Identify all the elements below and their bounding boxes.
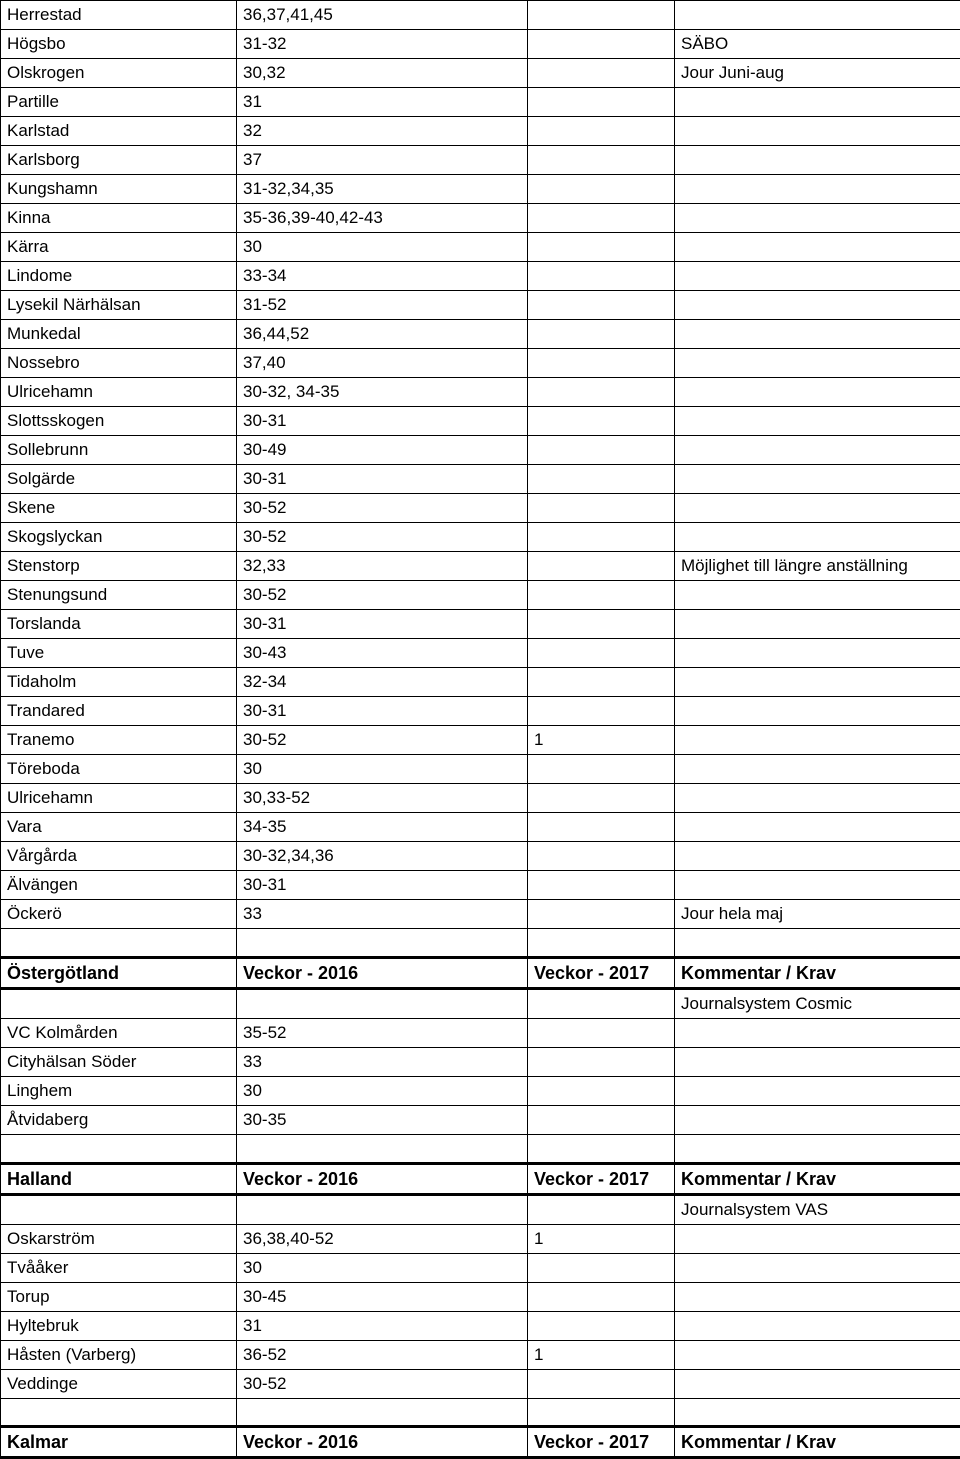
table-row — [1, 262, 960, 291]
location-cell: Skogslyckan — [1, 523, 237, 552]
weeks-2017-cell — [528, 233, 675, 262]
blank-row — [1, 929, 960, 958]
weeks-2017-cell — [528, 378, 675, 407]
weeks-2017-cell — [528, 88, 675, 117]
location-cell: Stenungsund — [1, 581, 237, 610]
comment-cell — [675, 146, 960, 175]
weeks-2016-cell — [237, 1398, 528, 1427]
weeks-2017-cell — [528, 1311, 675, 1340]
weeks-2016-cell: 30-31 — [237, 465, 528, 494]
table-row — [1, 755, 960, 784]
table-row — [1, 523, 960, 552]
location-cell — [1, 1398, 237, 1427]
table-row — [1, 581, 960, 610]
location-cell: Tidaholm — [1, 668, 237, 697]
location-cell: Trandared — [1, 697, 237, 726]
weeks-2017-cell: Veckor - 2017 — [528, 1427, 675, 1458]
weeks-2016-cell: 34-35 — [237, 813, 528, 842]
weeks-2017-cell — [528, 146, 675, 175]
table-row — [1, 726, 960, 755]
table-row — [1, 146, 960, 175]
weeks-2016-cell: 30-52 — [237, 581, 528, 610]
comment-cell — [675, 1018, 960, 1047]
location-cell: Kungshamn — [1, 175, 237, 204]
comment-cell: Jour hela maj — [675, 900, 960, 929]
weeks-2016-cell: 31-32,34,35 — [237, 175, 528, 204]
table-row — [1, 291, 960, 320]
comment-cell — [675, 842, 960, 871]
weeks-2016-cell — [237, 929, 528, 958]
location-cell: Halland — [1, 1163, 237, 1194]
comment-cell — [675, 1047, 960, 1076]
weeks-2016-cell: 32,33 — [237, 552, 528, 581]
table-row — [1, 1076, 960, 1105]
location-cell: Öckerö — [1, 900, 237, 929]
weeks-2017-cell — [528, 871, 675, 900]
weeks-2016-cell: 31-52 — [237, 291, 528, 320]
weeks-2016-cell — [237, 1194, 528, 1224]
table-row — [1, 784, 960, 813]
comment-cell — [675, 726, 960, 755]
weeks-2017-cell: Veckor - 2017 — [528, 1163, 675, 1194]
weeks-2016-cell: 33 — [237, 1047, 528, 1076]
comment-cell — [675, 175, 960, 204]
weeks-2017-cell — [528, 494, 675, 523]
weeks-2017-cell — [528, 291, 675, 320]
location-cell — [1, 1194, 237, 1224]
location-cell — [1, 988, 237, 1018]
weeks-2017-cell — [528, 988, 675, 1018]
comment-cell — [675, 320, 960, 349]
weeks-2017-cell — [528, 813, 675, 842]
comment-cell — [675, 262, 960, 291]
weeks-2016-cell: 30-49 — [237, 436, 528, 465]
weeks-2016-cell: Veckor - 2016 — [237, 1163, 528, 1194]
weeks-2017-cell — [528, 117, 675, 146]
comment-cell — [675, 465, 960, 494]
location-cell: Karlstad — [1, 117, 237, 146]
table-row — [1, 175, 960, 204]
weeks-2017-cell — [528, 204, 675, 233]
comment-cell — [675, 378, 960, 407]
table-row — [1, 436, 960, 465]
location-cell: Lysekil Närhälsan — [1, 291, 237, 320]
location-cell: Karlsborg — [1, 146, 237, 175]
comment-cell — [675, 784, 960, 813]
table-row — [1, 465, 960, 494]
table-row — [1, 1340, 960, 1369]
location-cell: Vara — [1, 813, 237, 842]
location-cell: Håsten (Varberg) — [1, 1340, 237, 1369]
location-cell: Kalmar — [1, 1427, 237, 1458]
blank-row — [1, 1134, 960, 1163]
weeks-2016-cell: 37 — [237, 146, 528, 175]
weeks-2017-cell — [528, 1105, 675, 1134]
table-row — [1, 900, 960, 929]
weeks-2016-cell: 30-52 — [237, 1369, 528, 1398]
comment-cell — [675, 1398, 960, 1427]
location-cell: Munkedal — [1, 320, 237, 349]
table-row — [1, 1253, 960, 1282]
table-row — [1, 871, 960, 900]
comment-cell: Möjlighet till längre anställning — [675, 552, 960, 581]
comment-cell — [675, 697, 960, 726]
weeks-2017-cell — [528, 900, 675, 929]
location-cell: Tuve — [1, 639, 237, 668]
table-row — [1, 349, 960, 378]
section-header-kalmar — [1, 1427, 960, 1458]
table-row — [1, 117, 960, 146]
table-row — [1, 204, 960, 233]
table-row — [1, 668, 960, 697]
location-cell: Oskarström — [1, 1224, 237, 1253]
weeks-2016-cell: 30-31 — [237, 610, 528, 639]
comment-cell — [675, 88, 960, 117]
table-row — [1, 1, 960, 30]
comment-cell — [675, 204, 960, 233]
comment-cell — [675, 291, 960, 320]
weeks-2016-cell: 33 — [237, 900, 528, 929]
table-row — [1, 1018, 960, 1047]
comment-cell — [675, 755, 960, 784]
location-cell: Kärra — [1, 233, 237, 262]
weeks-2017-cell — [528, 262, 675, 291]
weeks-2017-cell — [528, 842, 675, 871]
table-row — [1, 407, 960, 436]
weeks-2017-cell: Veckor - 2017 — [528, 957, 675, 988]
comment-cell — [675, 639, 960, 668]
table-row — [1, 1369, 960, 1398]
location-cell: Veddinge — [1, 1369, 237, 1398]
location-cell: Solgärde — [1, 465, 237, 494]
comment-cell — [675, 581, 960, 610]
weeks-2017-cell — [528, 929, 675, 958]
comment-cell: Journalsystem Cosmic — [675, 988, 960, 1018]
comment-cell: SÄBO — [675, 30, 960, 59]
table-row — [1, 610, 960, 639]
comment-cell — [675, 1340, 960, 1369]
location-cell: Vårgårda — [1, 842, 237, 871]
comment-cell — [675, 871, 960, 900]
location-cell: Olskrogen — [1, 59, 237, 88]
comment-cell — [675, 523, 960, 552]
comment-cell — [675, 1134, 960, 1163]
weeks-2016-cell: 30-31 — [237, 871, 528, 900]
weeks-2016-cell: Veckor - 2016 — [237, 957, 528, 988]
weeks-2016-cell: 30-31 — [237, 407, 528, 436]
location-cell: Töreboda — [1, 755, 237, 784]
location-cell — [1, 1134, 237, 1163]
weeks-2017-cell — [528, 755, 675, 784]
comment-cell — [675, 117, 960, 146]
weeks-2017-cell — [528, 465, 675, 494]
location-cell: Slottsskogen — [1, 407, 237, 436]
location-cell: Sollebrunn — [1, 436, 237, 465]
comment-cell — [675, 1253, 960, 1282]
comment-cell: Kommentar / Krav — [675, 1427, 960, 1458]
note-row — [1, 1194, 960, 1224]
weeks-2016-cell: 30 — [237, 233, 528, 262]
weeks-2016-cell: 31 — [237, 88, 528, 117]
location-cell: Linghem — [1, 1076, 237, 1105]
weeks-2017-cell — [528, 1282, 675, 1311]
comment-cell — [675, 668, 960, 697]
weeks-2017-cell: 1 — [528, 726, 675, 755]
table-row — [1, 494, 960, 523]
weeks-2017-cell — [528, 1076, 675, 1105]
weeks-2016-cell: 37,40 — [237, 349, 528, 378]
weeks-2017-cell — [528, 610, 675, 639]
table-row — [1, 233, 960, 262]
weeks-2017-cell — [528, 1369, 675, 1398]
table-row — [1, 552, 960, 581]
location-cell: Älvängen — [1, 871, 237, 900]
weeks-2016-cell — [237, 988, 528, 1018]
location-cell: Tvååker — [1, 1253, 237, 1282]
location-cell: VC Kolmården — [1, 1018, 237, 1047]
table-row — [1, 697, 960, 726]
weeks-2017-cell — [528, 349, 675, 378]
weeks-2016-cell: 30 — [237, 755, 528, 784]
location-cell: Åtvidaberg — [1, 1105, 237, 1134]
comment-cell: Journalsystem VAS — [675, 1194, 960, 1224]
table-row — [1, 1311, 960, 1340]
comment-cell — [675, 1311, 960, 1340]
table-row — [1, 88, 960, 117]
weeks-2016-cell: 33-34 — [237, 262, 528, 291]
section-header-halland — [1, 1163, 960, 1194]
weeks-2016-cell — [237, 1134, 528, 1163]
weeks-2017-cell — [528, 59, 675, 88]
comment-cell — [675, 1076, 960, 1105]
table-row — [1, 813, 960, 842]
comment-cell — [675, 233, 960, 262]
weeks-2017-cell — [528, 1018, 675, 1047]
weeks-2016-cell: 35-36,39-40,42-43 — [237, 204, 528, 233]
location-cell: Hyltebruk — [1, 1311, 237, 1340]
comment-cell: Kommentar / Krav — [675, 957, 960, 988]
comment-cell — [675, 1282, 960, 1311]
weeks-2016-cell: 32-34 — [237, 668, 528, 697]
weeks-2017-cell — [528, 436, 675, 465]
table-row — [1, 59, 960, 88]
weeks-2017-cell — [528, 30, 675, 59]
comment-cell — [675, 494, 960, 523]
weeks-2017-cell — [528, 1134, 675, 1163]
weeks-2017-cell — [528, 320, 675, 349]
weeks-2016-cell: 30-32,34,36 — [237, 842, 528, 871]
weeks-2017-cell — [528, 784, 675, 813]
comment-cell — [675, 436, 960, 465]
comment-cell: Kommentar / Krav — [675, 1163, 960, 1194]
location-cell: Ulricehamn — [1, 378, 237, 407]
comment-cell — [675, 813, 960, 842]
table-row — [1, 1224, 960, 1253]
weeks-2016-cell: 31 — [237, 1311, 528, 1340]
note-row — [1, 988, 960, 1018]
weeks-2017-cell — [528, 668, 675, 697]
weeks-2017-cell — [528, 1, 675, 30]
weeks-2017-cell — [528, 1194, 675, 1224]
weeks-2016-cell: 30-43 — [237, 639, 528, 668]
weeks-2016-cell: 30 — [237, 1076, 528, 1105]
location-cell: Torslanda — [1, 610, 237, 639]
location-cell: Herrestad — [1, 1, 237, 30]
weeks-2017-cell — [528, 407, 675, 436]
section-header-ostergotland — [1, 957, 960, 988]
comment-cell: Jour Juni-aug — [675, 59, 960, 88]
weeks-2016-cell: 30-32, 34-35 — [237, 378, 528, 407]
weeks-2017-cell — [528, 175, 675, 204]
weeks-2016-cell: 36,44,52 — [237, 320, 528, 349]
weeks-2016-cell: 30-52 — [237, 494, 528, 523]
weeks-2016-cell: 36,38,40-52 — [237, 1224, 528, 1253]
location-cell: Nossebro — [1, 349, 237, 378]
weeks-2016-cell: 30-52 — [237, 523, 528, 552]
weeks-2016-cell: 35-52 — [237, 1018, 528, 1047]
table-row — [1, 378, 960, 407]
comment-cell — [675, 929, 960, 958]
comment-cell — [675, 1224, 960, 1253]
weeks-2017-cell — [528, 1047, 675, 1076]
table-row — [1, 842, 960, 871]
location-cell: Lindome — [1, 262, 237, 291]
weeks-2016-cell: 30-35 — [237, 1105, 528, 1134]
weeks-2016-cell: Veckor - 2016 — [237, 1427, 528, 1458]
weeks-2016-cell: 32 — [237, 117, 528, 146]
location-cell: Högsbo — [1, 30, 237, 59]
table-row — [1, 1282, 960, 1311]
weeks-2016-cell: 30,33-52 — [237, 784, 528, 813]
table-row — [1, 639, 960, 668]
weeks-2016-cell: 36,37,41,45 — [237, 1, 528, 30]
location-cell: Skene — [1, 494, 237, 523]
weeks-2017-cell — [528, 581, 675, 610]
weeks-2017-cell: 1 — [528, 1340, 675, 1369]
weeks-2016-cell: 30 — [237, 1253, 528, 1282]
location-cell: Kinna — [1, 204, 237, 233]
weeks-2017-cell — [528, 1253, 675, 1282]
table-row — [1, 1047, 960, 1076]
comment-cell — [675, 1105, 960, 1134]
blank-row — [1, 1398, 960, 1427]
table-row — [1, 30, 960, 59]
location-cell: Östergötland — [1, 957, 237, 988]
weeks-2017-cell — [528, 697, 675, 726]
weeks-2017-cell — [528, 552, 675, 581]
weeks-2016-cell: 30-45 — [237, 1282, 528, 1311]
weeks-2017-cell — [528, 523, 675, 552]
comment-cell — [675, 1369, 960, 1398]
weeks-2016-cell: 30-52 — [237, 726, 528, 755]
weeks-2017-cell: 1 — [528, 1224, 675, 1253]
location-cell: Stenstorp — [1, 552, 237, 581]
location-cell — [1, 929, 237, 958]
weeks-2017-cell — [528, 1398, 675, 1427]
comment-cell — [675, 610, 960, 639]
comment-cell — [675, 349, 960, 378]
table-row — [1, 320, 960, 349]
location-cell: Partille — [1, 88, 237, 117]
weeks-2016-cell: 31-32 — [237, 30, 528, 59]
weeks-2016-cell: 36-52 — [237, 1340, 528, 1369]
location-cell: Torup — [1, 1282, 237, 1311]
comment-cell — [675, 407, 960, 436]
location-cell: Ulricehamn — [1, 784, 237, 813]
weeks-2016-cell: 30,32 — [237, 59, 528, 88]
table-row — [1, 1105, 960, 1134]
comment-cell — [675, 1, 960, 30]
weeks-2016-cell: 30-31 — [237, 697, 528, 726]
location-cell: Tranemo — [1, 726, 237, 755]
weeks-2017-cell — [528, 639, 675, 668]
location-cell: Cityhälsan Söder — [1, 1047, 237, 1076]
